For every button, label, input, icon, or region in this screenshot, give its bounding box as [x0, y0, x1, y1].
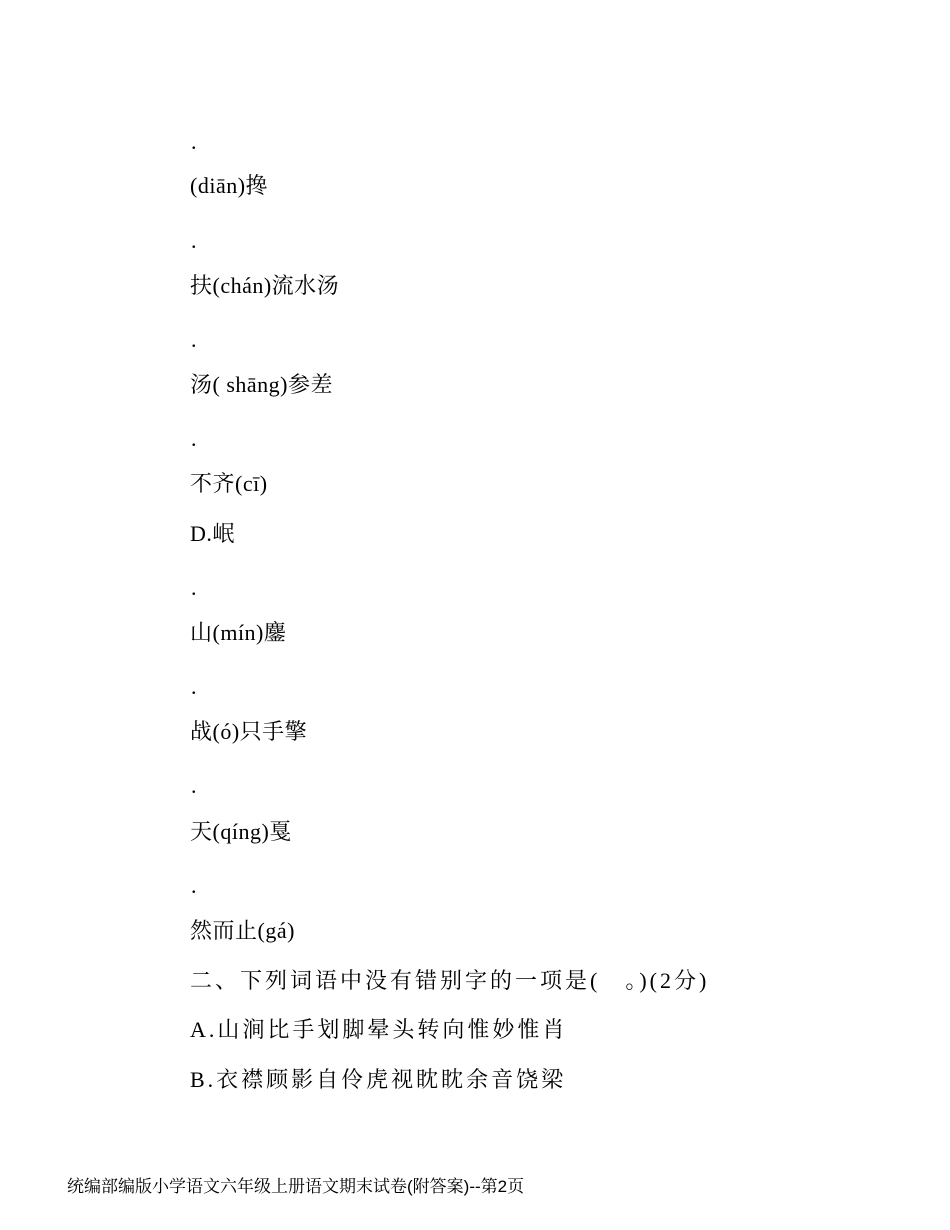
option-d-label: D.岷 — [190, 521, 235, 546]
emphasis-dot: . — [191, 426, 197, 451]
question-two-heading: 二、下列词语中没有错别字的一项是( 。)(2分) — [190, 968, 710, 993]
text-line: 然而止(gá) — [190, 918, 295, 943]
text-line: 扶(chán)流水汤 — [190, 273, 340, 298]
emphasis-dot: . — [191, 228, 197, 253]
emphasis-dot: . — [191, 327, 197, 352]
text-line: 山(mín)鏖 — [190, 620, 287, 645]
emphasis-dot: . — [191, 674, 197, 699]
option-b: B.衣襟顾影自伶虎视眈眈余音饶梁 — [190, 1067, 567, 1092]
emphasis-dot: . — [191, 873, 197, 898]
option-a: A.山涧比手划脚晕头转向惟妙惟肖 — [190, 1017, 568, 1042]
text-line: 不齐(cī) — [190, 471, 268, 496]
text-line: 天(qíng)戛 — [190, 819, 292, 844]
emphasis-dot: . — [191, 773, 197, 798]
text-line: (diān)搀 — [190, 173, 269, 198]
text-line: 汤( shāng)参差 — [190, 372, 333, 397]
text-line: 战(ó)只手擎 — [190, 719, 308, 744]
page-footer: 统编部编版小学语文六年级上册语文期末试卷(附答案)--第2页 — [67, 1177, 525, 1196]
emphasis-dot: . — [191, 575, 197, 600]
emphasis-dot: . — [191, 129, 197, 154]
